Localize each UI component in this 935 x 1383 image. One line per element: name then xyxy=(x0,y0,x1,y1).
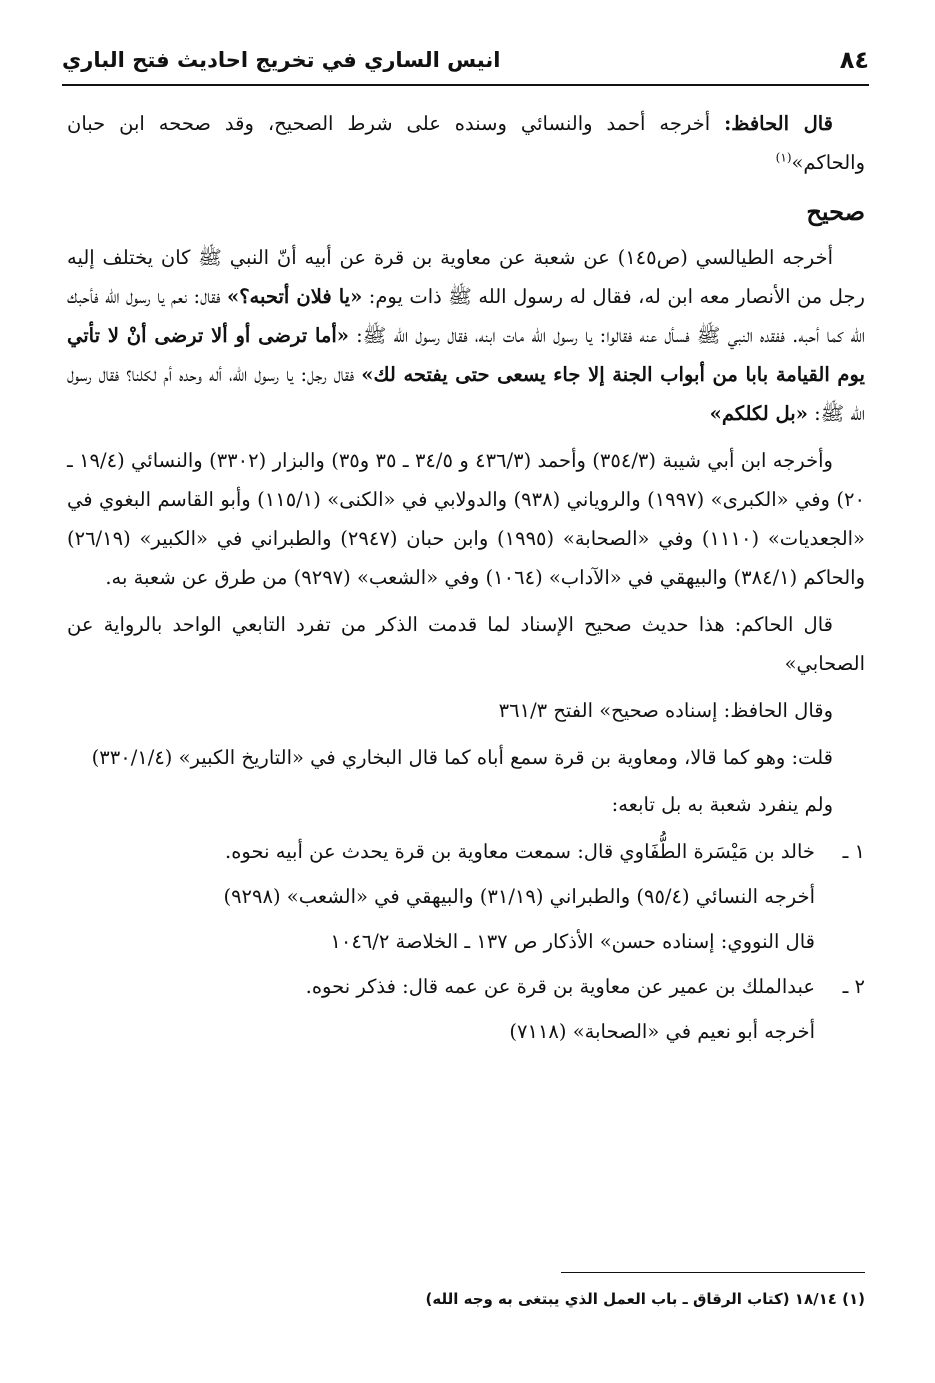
page-header xyxy=(62,44,869,86)
page-number: ٨٤ xyxy=(839,46,869,74)
hafiz-quote-paragraph xyxy=(67,104,865,182)
prophet-quote: «بل لكلكم» xyxy=(709,402,808,425)
hakim-paragraph: قال الحاكم: هذا حديث صحيح الإسناد لما قدمت الذكر من تفرد التابعي الواحد بالرواية عن الصحابي» xyxy=(67,613,865,675)
list-item-text: خالد بن مَيْسَرة الطُّفَاوي قال: سمعت معاوية بن قرة يحدث عن أبيه نحوه. xyxy=(225,840,815,863)
list-number: ١ ـ xyxy=(842,840,865,863)
list-item xyxy=(67,832,865,871)
list-item-grading: قال النووي: إسناده حسن» الأذكار ص ١٣٧ ـ الخلاصة ١٠٤٦/٢ xyxy=(330,930,815,953)
footnote: (١) ١٨/١٤ (كتاب الرقاق ـ باب العمل الذي يبتغى به وجه الله) xyxy=(425,1290,865,1308)
footnote-divider xyxy=(561,1272,865,1273)
running-title: انيس الساري في تخريج احاديث فتح الباري xyxy=(62,48,501,72)
list-item-source: أخرجه أبو نعيم في «الصحابة» (٧١١٨) xyxy=(509,1020,815,1043)
narration-text: أخرجه الطيالسي (ص١٤٥) عن شعبة عن معاوية بن قرة عن أبيه أنّ النبي ﷺ كان يختلف إليه رجل من الأنصار معه ابن له، فقال له رسول الله ﷺ ذات يوم: xyxy=(67,246,865,308)
speaker-label: قال الحافظ: xyxy=(724,112,833,135)
list-item xyxy=(67,967,865,1006)
paragraph-text: أخرجه أحمد والنسائي وسنده على شرط الصحيح، وقد صححه ابن حبان والحاكم» xyxy=(67,112,865,174)
narration-text: فقال: نعم يا رسول الله فأحبك الله كما أحبه. ففقده النبي ﷺ فسأل عنه فقالوا: يا رسول الله مات ابنه، فقال رسول الله ﷺ: xyxy=(67,285,865,347)
list-number: ٢ ـ xyxy=(842,975,865,998)
prophet-quote: «أما ترضى أو ألا ترضى أنْ لا تأتي يوم القيامة بابا من أبواب الجنة إلا جاء يسعى حتى يفتحه لك» xyxy=(67,324,865,386)
footnote-reference: (١) xyxy=(775,150,792,165)
grade-heading: صحيح xyxy=(806,197,865,226)
sources-paragraph: وأخرجه ابن أبي شيبة (٣٥٤/٣) وأحمد (٤٣٦/٣ و ٣٤/٥ ـ ٣٥ و٣٥) والبزار (٣٣٠٢) والنسائي (١٩/٤ ـ ٢٠) وفي «الكبرى» (١٩٩٧) والروياني (٩٣٨) والدولابي في «الكنى» (١١٥/١) وأبو القاسم البغوي في «الجعديات» (١١١٠) وفي «الصحابة» (١٩٩٥) وابن حبان (٢٩٤٧) والطبراني في «الكبير» (٢٦/١٩) والحاكم (٣٨٤/١) والبيهقي في «الآداب» (١٠٦٤) وفي «الشعب» (٩٢٩٧) من طرق عن شعبة به. xyxy=(67,449,865,589)
list-item-source: أخرجه النسائي (٩٥/٤) والطبراني (٣١/١٩) والبيهقي في «الشعب» (٩٢٩٨) xyxy=(223,885,815,908)
hafiz-paragraph: وقال الحافظ: إسناده صحيح» الفتح ٣٦١/٣ xyxy=(498,699,833,722)
prophet-quote: «يا فلان أتحبه؟» xyxy=(227,285,363,308)
hadith-text-paragraph xyxy=(67,238,865,433)
narration-text: فقال رجل: يا رسول الله، أله وحده أم لكلنا؟ فقال رسول الله ﷺ: xyxy=(67,363,865,425)
list-item-text: عبدالملك بن عمير عن معاوية بن قرة عن عمه قال: فذكر نحوه. xyxy=(305,975,815,998)
author-comment-paragraph: قلت: وهو كما قالا، ومعاوية بن قرة سمع أباه كما قال البخاري في «التاريخ الكبير» (٣٣٠/١/٤) xyxy=(91,746,833,769)
followers-intro: ولم ينفرد شعبة به بل تابعه: xyxy=(611,793,833,816)
page-body xyxy=(67,104,865,1057)
